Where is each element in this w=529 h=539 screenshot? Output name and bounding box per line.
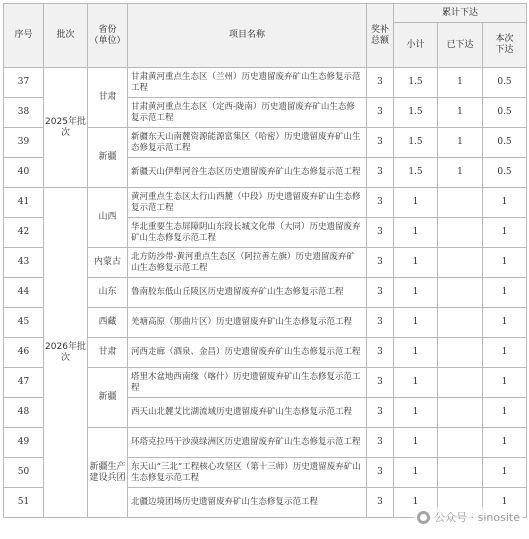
row-number: 51 — [4, 488, 44, 518]
row-number: 40 — [4, 158, 44, 188]
current: 0.5 — [483, 98, 527, 128]
province-cell: 山西 — [88, 188, 128, 248]
current: 0.5 — [483, 68, 527, 98]
header-subtotal: 小计 — [394, 23, 438, 68]
project-name: 甘肃黄河重点生态区（兰州）历史遗留废弃矿山生态修复示范工程 — [128, 68, 367, 98]
current: 0.5 — [483, 158, 527, 188]
province-cell: 新疆生产建设兵团 — [88, 428, 128, 518]
current: 1 — [483, 428, 527, 458]
current: 0.5 — [483, 128, 527, 158]
project-name: 黄河重点生态区太行山西麓（中段）历史遗留废弃矿山生态修复示范工程 — [128, 188, 367, 218]
award-total: 3 — [367, 248, 394, 278]
row-number: 38 — [4, 98, 44, 128]
batch-cell: 2026年批次 — [44, 188, 88, 518]
current: 1 — [483, 218, 527, 248]
current: 1 — [483, 308, 527, 338]
project-name: 甘肃黄河重点生态区（定西-陇南）历史遗留废弃矿山生态修复示范工程 — [128, 98, 367, 128]
project-name: 东天山“三北”工程核心攻坚区（第十三师）历史遗留废弃矿山生态修复示范工程 — [128, 458, 367, 488]
province-cell: 山东 — [88, 278, 128, 308]
issued — [438, 188, 483, 218]
project-name: 塔里木盆地西南缘（喀什）历史遗留废弃矿山生态修复示范工程 — [128, 368, 367, 398]
project-name: 新疆东天山南麓资源能源富集区（哈密）历史遗留废弃矿山生态修复示范工程 — [128, 128, 367, 158]
current: 1 — [483, 488, 527, 518]
province-cell: 西藏 — [88, 308, 128, 338]
issued: 1 — [438, 128, 483, 158]
row-number: 43 — [4, 248, 44, 278]
subtotal: 1 — [394, 218, 438, 248]
issued — [438, 368, 483, 398]
issued — [438, 308, 483, 338]
row-number: 49 — [4, 428, 44, 458]
row-number: 44 — [4, 278, 44, 308]
award-total: 3 — [367, 398, 394, 428]
issued — [438, 338, 483, 368]
row-number: 41 — [4, 188, 44, 218]
province-cell: 内蒙古 — [88, 248, 128, 278]
project-name: 西天山北麓艾比湖流域历史遗留废弃矿山生态修复示范工程 — [128, 398, 367, 428]
award-total: 3 — [367, 98, 394, 128]
award-total: 3 — [367, 428, 394, 458]
table-row — [4, 188, 527, 218]
funding-table — [3, 3, 527, 518]
row-number: 47 — [4, 368, 44, 398]
award-total: 3 — [367, 218, 394, 248]
batch-cell: 2025年批次 — [44, 68, 88, 188]
row-number: 39 — [4, 128, 44, 158]
subtotal: 1.5 — [394, 158, 438, 188]
award-total: 3 — [367, 308, 394, 338]
subtotal: 1 — [394, 248, 438, 278]
project-name: 环塔克拉玛干沙漠绿洲区历史遗留废弃矿山生态修复示范工程 — [128, 428, 367, 458]
award-total: 3 — [367, 278, 394, 308]
issued — [438, 398, 483, 428]
row-number: 46 — [4, 338, 44, 368]
project-name: 北方防沙带-黄河重点生态区（阿拉善左旗）历史遗留废弃矿山生态修复示范工程 — [128, 248, 367, 278]
project-name: 河西走廊（酒泉、金昌）历史遗留废弃矿山生态修复示范工程 — [128, 338, 367, 368]
issued — [438, 278, 483, 308]
current: 1 — [483, 398, 527, 428]
current: 1 — [483, 188, 527, 218]
header-seq: 序号 — [4, 4, 44, 68]
row-number: 48 — [4, 398, 44, 428]
header-project-name: 项目名称 — [128, 4, 367, 68]
issued — [438, 248, 483, 278]
issued — [438, 428, 483, 458]
subtotal: 1 — [394, 308, 438, 338]
subtotal: 1 — [394, 338, 438, 368]
award-total: 3 — [367, 128, 394, 158]
header-current: 本次 下达 — [483, 23, 527, 68]
province-cell: 甘肃 — [88, 338, 128, 368]
project-name: 北疆边境团场历史遗留废弃矿山生态修复示范工程 — [128, 488, 367, 518]
award-total: 3 — [367, 158, 394, 188]
subtotal: 1.5 — [394, 68, 438, 98]
row-number: 50 — [4, 458, 44, 488]
subtotal: 1 — [394, 428, 438, 458]
current: 1 — [483, 338, 527, 368]
row-number: 37 — [4, 68, 44, 98]
current: 1 — [483, 458, 527, 488]
table-row — [4, 68, 527, 98]
header-issued: 已下达 — [438, 23, 483, 68]
table-body — [4, 68, 527, 518]
subtotal: 1 — [394, 368, 438, 398]
project-name: 新疆天山伊犁河谷生态区历史遗留废弃矿山生态修复示范工程 — [128, 158, 367, 188]
award-total: 3 — [367, 368, 394, 398]
header-cumulative: 累计下达 — [394, 4, 527, 23]
award-total: 3 — [367, 338, 394, 368]
award-total: 3 — [367, 68, 394, 98]
project-name: 鲁南胶东低山丘陵区历史遗留废弃矿山生态修复示范工程 — [128, 278, 367, 308]
award-total: 3 — [367, 458, 394, 488]
subtotal: 1 — [394, 458, 438, 488]
current: 1 — [483, 368, 527, 398]
row-number: 45 — [4, 308, 44, 338]
wechat-logo-icon — [417, 511, 430, 524]
watermark — [414, 507, 523, 527]
current: 1 — [483, 278, 527, 308]
province-cell: 甘肃 — [88, 68, 128, 128]
subtotal: 1 — [394, 398, 438, 428]
subtotal: 1.5 — [394, 98, 438, 128]
issued: 1 — [438, 98, 483, 128]
watermark-text: 公众号 · sinosite — [434, 511, 520, 524]
row-number: 42 — [4, 218, 44, 248]
award-total: 3 — [367, 188, 394, 218]
header-award-total: 奖补 总额 — [367, 4, 394, 68]
issued: 1 — [438, 68, 483, 98]
header-province: 省份 （单位） — [88, 4, 128, 68]
province-cell: 新疆 — [88, 128, 128, 188]
issued: 1 — [438, 158, 483, 188]
header-batch: 批次 — [44, 4, 88, 68]
province-cell: 新疆 — [88, 368, 128, 428]
project-name: 羌塘高原（那曲片区）历史遗留废弃矿山生态修复示范工程 — [128, 308, 367, 338]
subtotal: 1 — [394, 188, 438, 218]
subtotal: 1 — [394, 488, 438, 518]
issued — [438, 218, 483, 248]
project-name: 华北重要生态屏障阴山东段长城文化带（大同）历史遗留废弃矿山生态修复示范工程 — [128, 218, 367, 248]
issued — [438, 458, 483, 488]
subtotal: 1 — [394, 278, 438, 308]
award-total: 3 — [367, 488, 394, 518]
current: 1 — [483, 248, 527, 278]
subtotal: 1.5 — [394, 128, 438, 158]
